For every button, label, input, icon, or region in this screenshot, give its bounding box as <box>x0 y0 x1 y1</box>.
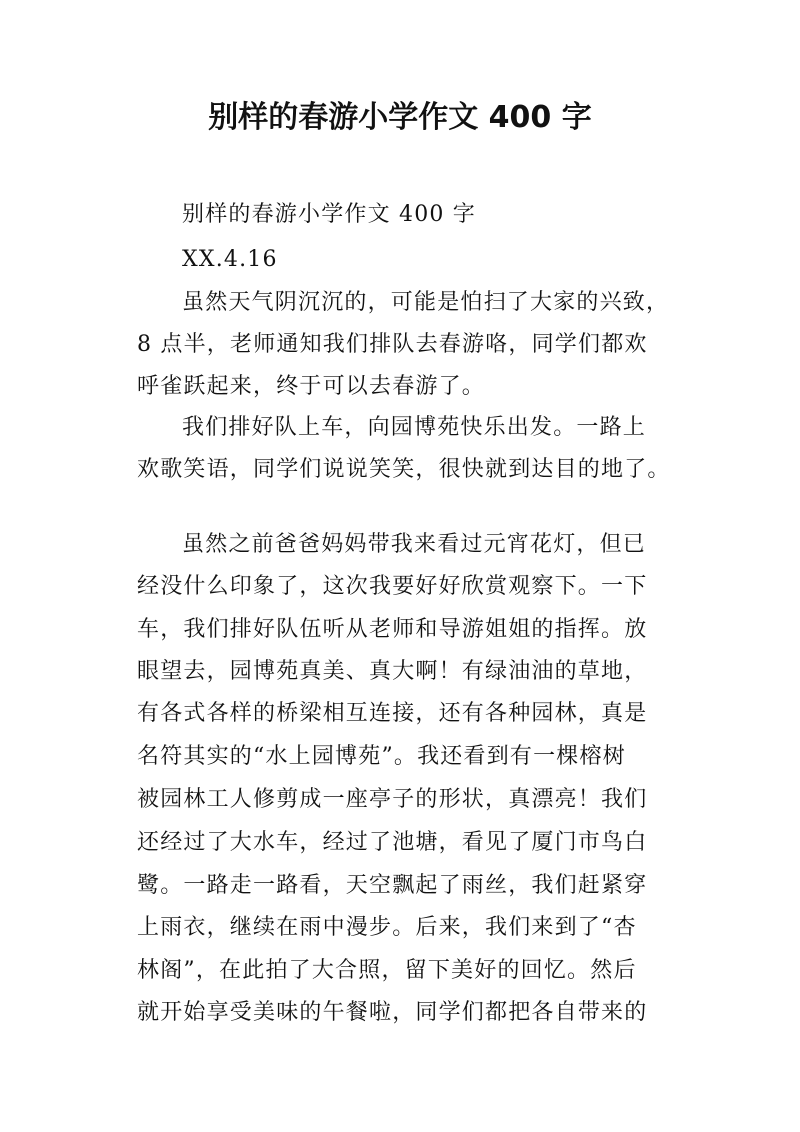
paragraph-line: 我们排好队上车，向园博苑快乐出发。一路上 <box>182 415 647 440</box>
paragraph-line: 上雨衣，继续在雨中漫步。后来，我们来到了“杏 <box>137 915 637 940</box>
paragraph-line: 虽然天气阴沉沉的，可能是怕扫了大家的兴致， <box>182 290 670 315</box>
paragraph-line: 还经过了大水车，经过了池塘，看见了厦门市鸟白 <box>137 830 648 855</box>
paragraph-line: 8 点半，老师通知我们排队去春游咯，同学们都欢 <box>137 332 648 357</box>
paragraph-line: 车，我们排好队伍听从老师和导游姐姐的指挥。放 <box>137 617 648 642</box>
paragraph-line: 被园林工人修剪成一座亭子的形状，真漂亮！我们 <box>137 787 648 812</box>
document-title: 别样的春游小学作文 400 字 <box>208 100 592 135</box>
paragraph-line: 欢歌笑语，同学们说说笑笑，很快就到达目的地了。 <box>137 457 671 482</box>
date: XX.4.16 <box>182 247 278 272</box>
paragraph-line: 有各式各样的桥梁相互连接，还有各种园林，真是 <box>137 701 648 726</box>
paragraph-line: 鹭。一路走一路看，天空飘起了雨丝，我们赶紧穿 <box>137 873 648 898</box>
subtitle: 别样的春游小学作文 400 字 <box>182 202 476 227</box>
paragraph-line: 林阁”，在此拍了大合照，留下美好的回忆。然后 <box>137 958 637 983</box>
paragraph-line: 就开始享受美味的午餐啦，同学们都把各自带来的 <box>137 1000 648 1025</box>
paragraph-line: 经没什么印象了，这次我要好好欣赏观察下。一下 <box>137 574 648 599</box>
paragraph-line: 呼雀跃起来，终于可以去春游了。 <box>137 374 486 399</box>
paragraph-line: 名符其实的“水上园博苑”。我还看到有一棵榕树 <box>137 744 626 769</box>
paragraph-line: 眼望去，园博苑真美、真大啊！有绿油油的草地， <box>137 659 648 684</box>
paragraph-line: 虽然之前爸爸妈妈带我来看过元宵花灯，但已 <box>182 532 647 557</box>
